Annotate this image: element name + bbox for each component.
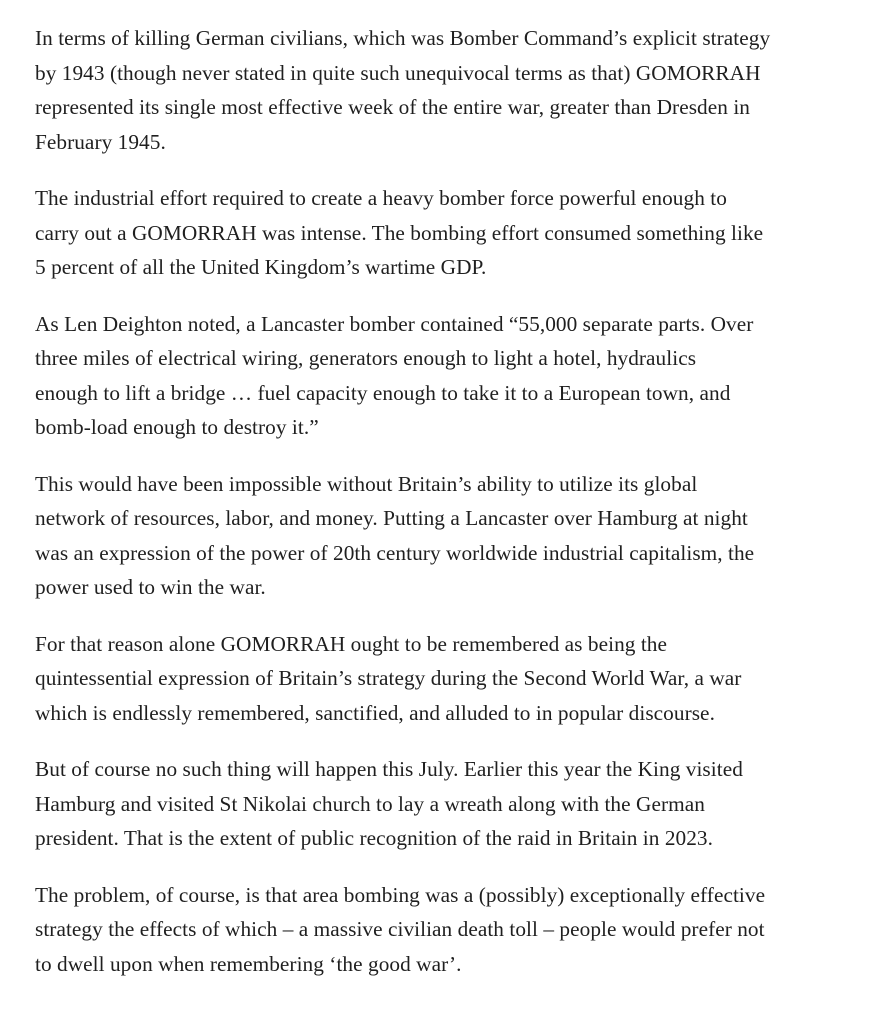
paragraph-line: to dwell upon when remembering ‘the good war’.: [35, 951, 462, 976]
paragraph-line: represented its single most effective week of the entire war, greater than Dresden in: [35, 95, 750, 119]
paragraph-4: [35, 467, 844, 605]
paragraph-1: [35, 21, 844, 159]
paragraph-line: Hamburg and visited St Nikolai church to lay a wreath along with the German: [35, 791, 705, 816]
paragraph-line: quintessential expression of Britain’s strategy during the Second World War, a war: [35, 666, 742, 690]
paragraph-line: power used to win the war.: [35, 575, 266, 599]
paragraph-line: president. That is the extent of public recognition of the raid in Britain in 2023.: [35, 826, 714, 850]
paragraph-line: As Len Deighton noted, a Lancaster bomber contained “55,000 separate parts. Over: [35, 311, 754, 336]
paragraph-line: was an expression of the power of 20th century worldwide industrial capitalism, the: [35, 540, 755, 565]
paragraph-line: The problem, of course, is that area bombing was a (possibly) exceptionally effective: [35, 882, 766, 907]
paragraph-line: by 1943 (though never stated in quite such unequivocal terms as that) GOMORRAH: [35, 60, 761, 85]
paragraph-line: carry out a GOMORRAH was intense. The bombing effort consumed something like: [35, 220, 764, 245]
paragraph-line: But of course no such thing will happen this July. Earlier this year the King visited: [35, 757, 743, 781]
paragraph-line: bomb-load enough to destroy it.”: [35, 415, 319, 439]
paragraph-line: For that reason alone GOMORRAH ought to be remembered as being the: [35, 631, 668, 656]
paragraph-line: strategy the effects of which – a massive civilian death toll – people would prefer not: [35, 917, 765, 941]
paragraph-line: which is endlessly remembered, sanctified, and alluded to in popular discourse.: [35, 700, 715, 725]
paragraph-line: In terms of killing German civilians, which was Bomber Command’s explicit strategy: [35, 26, 771, 50]
paragraph-line: enough to lift a bridge … fuel capacity enough to take it to a European town, and: [35, 380, 731, 405]
paragraph-line: This would have been impossible without Britain’s ability to utilize its global: [35, 471, 698, 496]
paragraph-7: [35, 878, 844, 982]
paragraph-line: The industrial effort required to create a heavy bomber force powerful enough to: [35, 186, 727, 210]
paragraph-line: February 1945.: [35, 129, 166, 154]
paragraph-6: [35, 752, 844, 856]
paragraph-line: network of resources, labor, and money. Putting a Lancaster over Hamburg at night: [35, 506, 748, 530]
paragraph-line: three miles of electrical wiring, generators enough to light a hotel, hydraulics: [35, 346, 697, 370]
paragraph-line: 5 percent of all the United Kingdom’s wartime GDP.: [35, 255, 487, 279]
paragraph-3: [35, 307, 844, 445]
paragraph-5: [35, 627, 844, 731]
paragraph-2: [35, 181, 844, 285]
